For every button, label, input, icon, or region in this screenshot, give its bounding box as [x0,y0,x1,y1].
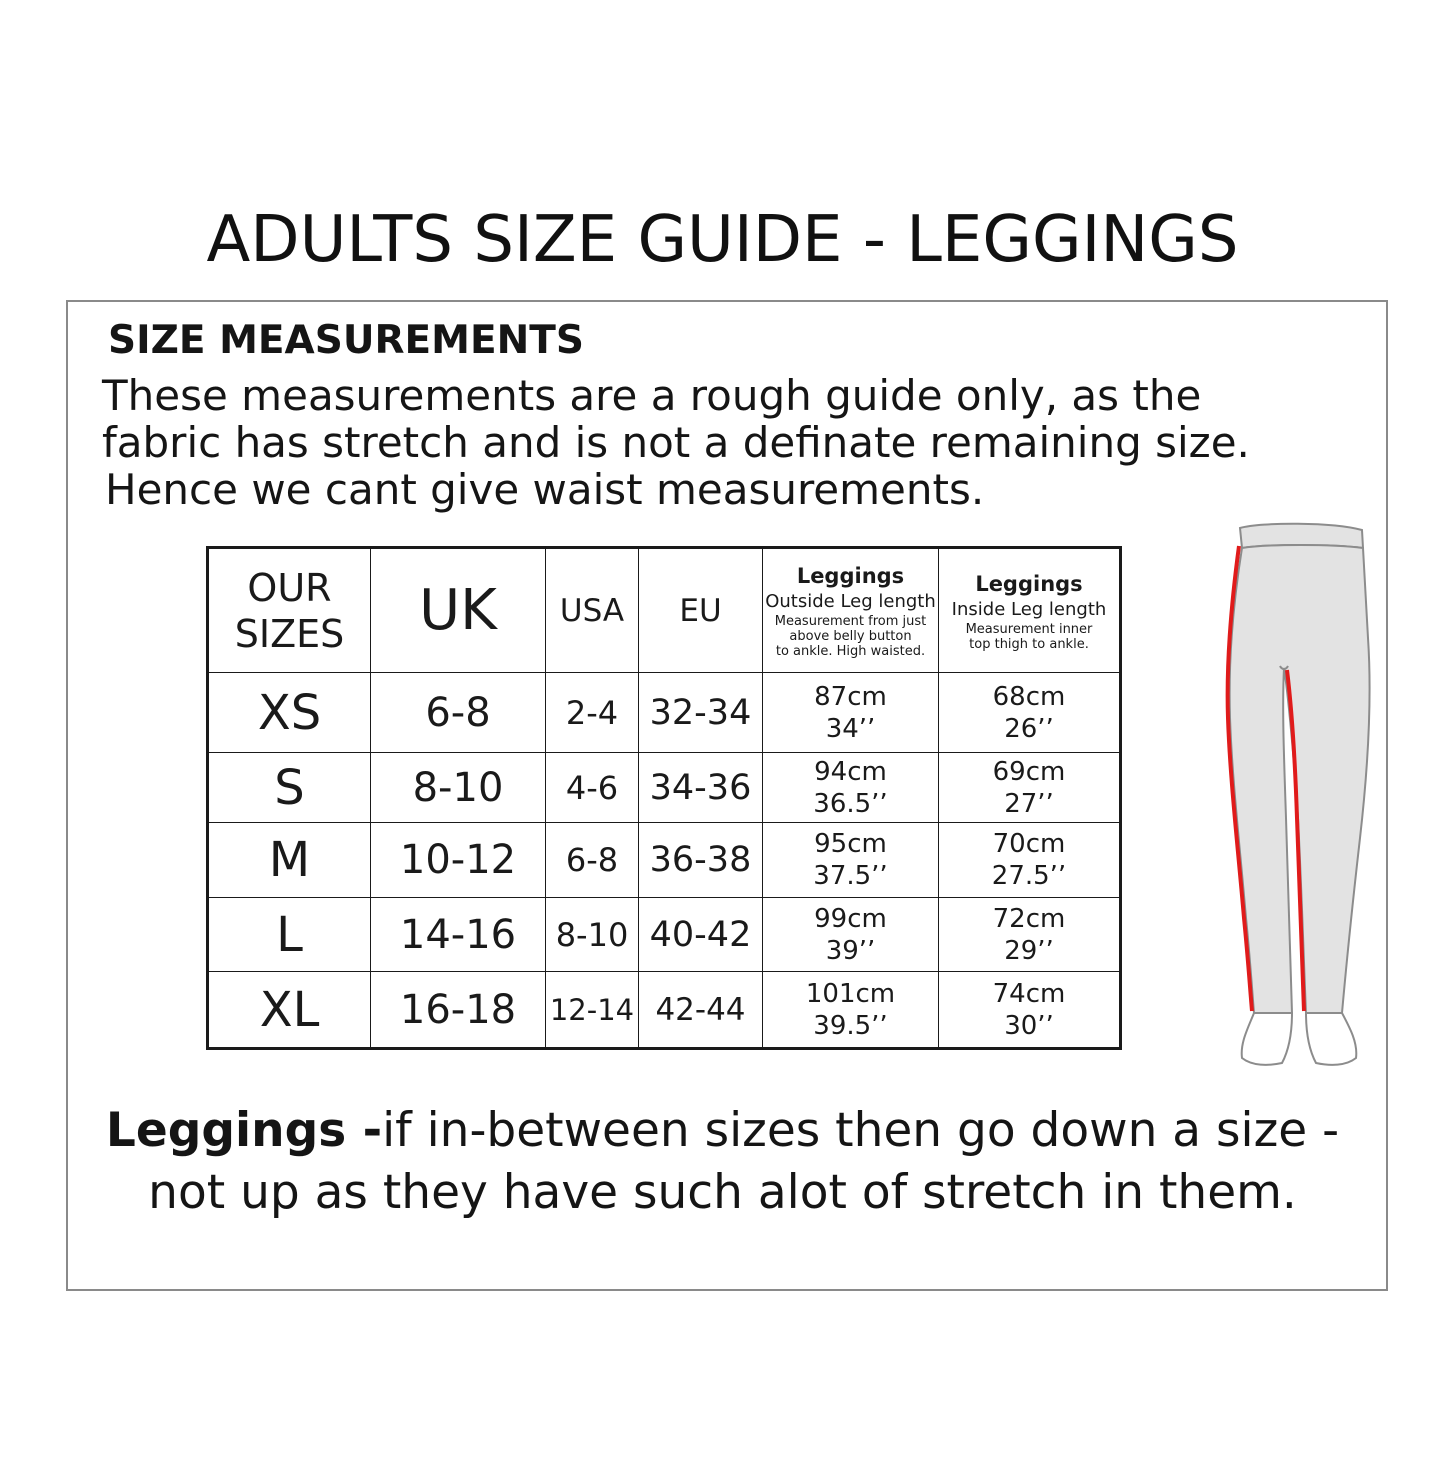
header-inside-note-2: top thigh to ankle. [969,636,1089,652]
cell-outside-leg [763,753,939,823]
header-our-sizes-line2: SIZES [234,611,345,656]
inside-cm: 70cm [992,829,1066,859]
inside-in: 27’’ [1004,788,1054,819]
cell-inside-leg [939,898,1121,972]
inside-cm: 74cm [992,978,1066,1009]
cell-size: L [208,898,371,972]
table-row [208,972,1121,1049]
outside-in: 39.5’’ [813,1010,888,1041]
cell-outside-leg [763,898,939,972]
inside-in: 30’’ [1004,1010,1054,1041]
header-inside-title: Leggings [975,571,1083,596]
header-outside-note-2: above belly button [789,629,912,644]
inside-cm: 68cm [992,681,1066,712]
header-eu: EU [639,548,763,673]
header-uk: UK [371,548,546,673]
section-heading: SIZE MEASUREMENTS [108,318,584,363]
inside-in: 26’’ [1004,713,1054,744]
cell-eu: 32-34 [639,673,763,753]
cell-uk: 10-12 [371,823,546,898]
table-row [208,823,1121,898]
cell-outside-leg [763,823,939,898]
page-title: ADULTS SIZE GUIDE - LEGGINGS [206,203,1239,277]
outside-in: 37.5’’ [813,861,888,891]
cell-size: XL [208,972,371,1049]
table-row [208,673,1121,753]
cell-usa: 4-6 [546,753,639,823]
cell-eu: 36-38 [639,823,763,898]
header-outside-title: Leggings [796,564,905,588]
outside-cm: 101cm [805,978,896,1009]
footer-line-1 [0,1100,1445,1162]
cell-inside-leg [939,753,1121,823]
outside-cm: 99cm [814,903,887,934]
cell-uk: 14-16 [371,898,546,972]
leggings-left-foot [1242,1013,1292,1065]
intro-line-3: Hence we cant give waist measurements. [105,465,985,514]
outside-in: 39’’ [825,935,876,966]
intro-line-2: fabric has stretch and is not a definate remaining size. [102,418,1250,467]
cell-usa: 2-4 [546,673,639,753]
cell-uk: 16-18 [371,972,546,1049]
footer-bold: Leggings - [105,1103,383,1158]
header-outside-leg [763,548,939,673]
header-inside-leg [939,548,1121,673]
table-row [208,753,1121,823]
outside-cm: 87cm [814,681,887,712]
cell-size: S [208,753,371,823]
footer-note [0,1100,1445,1224]
cell-uk: 6-8 [371,673,546,753]
inside-in: 29’’ [1004,935,1054,966]
inside-cm: 69cm [992,756,1066,787]
header-inside-note-1: Measurement inner [965,621,1093,637]
footer-line-2: not up as they have such alot of stretch in them. [148,1165,1297,1220]
leggings-right-foot [1306,1013,1356,1065]
outside-in: 34’’ [825,713,876,744]
size-table [206,546,1122,1050]
table-header-row [208,548,1121,673]
cell-usa: 12-14 [546,972,639,1049]
header-outside-note-1: Measurement from just [774,614,927,629]
cell-outside-leg [763,972,939,1049]
header-outside-subtitle: Outside Leg length [765,591,936,612]
header-our-sizes-line1: OUR [247,565,332,610]
cell-size: XS [208,673,371,753]
intro-text [102,372,1342,513]
cell-usa: 6-8 [546,823,639,898]
cell-eu: 34-36 [639,753,763,823]
inside-cm: 72cm [992,903,1066,934]
cell-inside-leg [939,972,1121,1049]
header-our-sizes [208,548,371,673]
leggings-icon [1222,518,1382,1078]
inside-in: 27.5’’ [991,861,1067,891]
table-row [208,898,1121,972]
outside-cm: 94cm [814,756,887,787]
header-inside-subtitle: Inside Leg length [951,598,1107,620]
header-usa: USA [546,548,639,673]
cell-size: M [208,823,371,898]
cell-inside-leg [939,823,1121,898]
outside-cm: 95cm [814,829,887,859]
cell-outside-leg [763,673,939,753]
cell-uk: 8-10 [371,753,546,823]
outside-in: 36.5’’ [813,788,888,819]
header-outside-note-3: to ankle. High waisted. [775,644,926,659]
intro-line-1: These measurements are a rough guide only, as the [102,371,1202,420]
cell-inside-leg [939,673,1121,753]
footer-line-1-rest: if in-between sizes then go down a size - [382,1103,1340,1158]
cell-eu: 40-42 [639,898,763,972]
cell-usa: 8-10 [546,898,639,972]
cell-eu: 42-44 [639,972,763,1049]
